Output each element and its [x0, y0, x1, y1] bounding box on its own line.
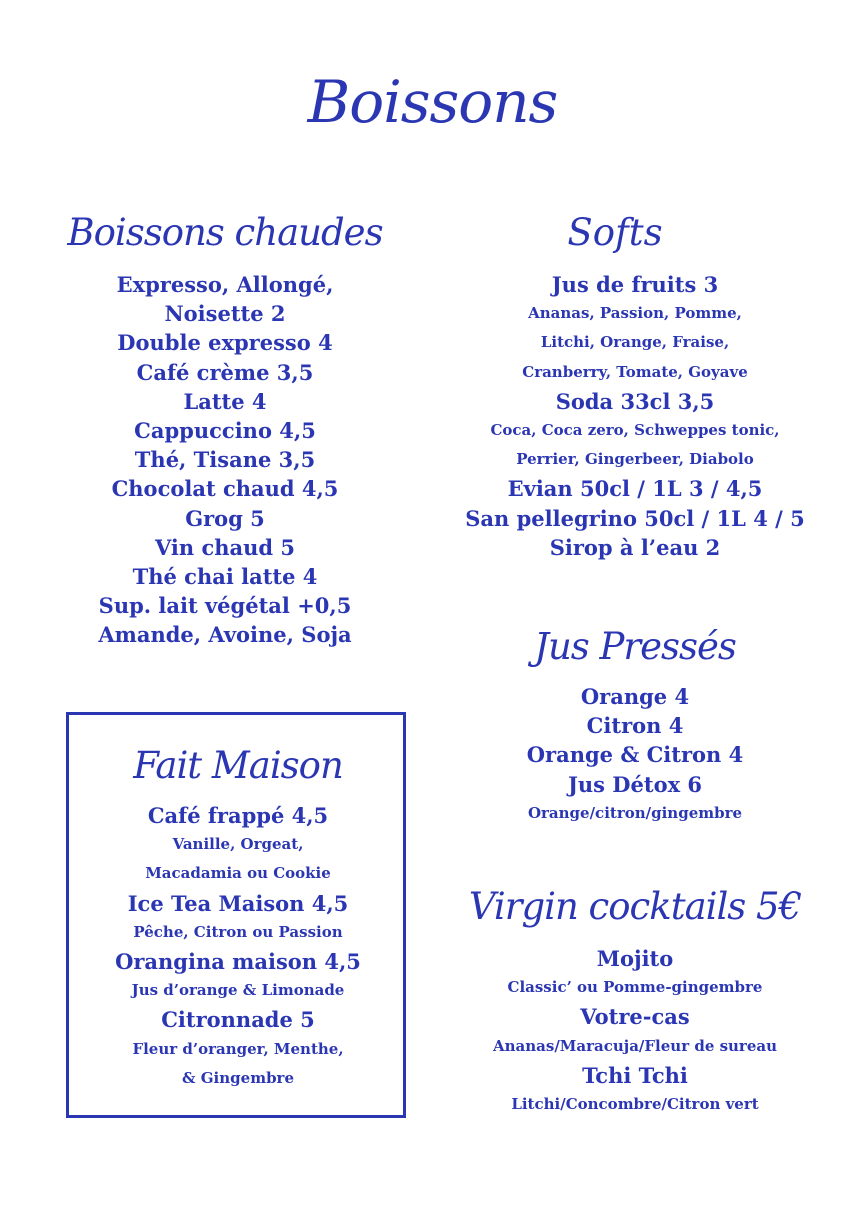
- menu-item-detail: Macadamia ou Cookie: [145, 864, 331, 883]
- fait-maison-list: [68, 801, 408, 1093]
- menu-item: Jus de fruits 3: [551, 272, 719, 297]
- menu-item: Mojito: [596, 946, 674, 971]
- menu-item: Citronnade 5: [161, 1007, 315, 1033]
- menu-item-detail: Jus d’orange & Limonade: [131, 981, 345, 1000]
- menu-item: Café frappé 4,5: [147, 803, 329, 828]
- menu-item: Vin chaud 5: [154, 534, 296, 560]
- menu-item-detail: Ananas/Maracuja/Fleur de sureau: [492, 1036, 778, 1055]
- menu-item-detail: Ananas, Passion, Pomme,: [528, 304, 742, 323]
- menu-item-detail: Coca, Coca zero, Schweppes tonic,: [490, 421, 780, 440]
- menu-item-detail: Pêche, Citron ou Passion: [133, 922, 343, 941]
- jus-presses-list: [430, 682, 840, 828]
- menu-item: Cappuccino 4,5: [134, 418, 316, 444]
- menu-item: Grog 5: [185, 505, 265, 531]
- menu-item: Evian 50cl / 1L 3 / 4,5: [507, 476, 763, 502]
- boissons-chaudes-list: [40, 270, 410, 650]
- section-title-fait-maison: Fait Maison: [133, 744, 343, 787]
- menu-item: Orange & Citron 4: [526, 742, 744, 768]
- menu-item: San pellegrino 50cl / 1L 4 / 5: [465, 505, 805, 531]
- menu-item: Amande, Avoine, Soja: [98, 622, 352, 648]
- menu-item: Expresso, Allongé,: [116, 272, 334, 297]
- section-title-softs: Softs: [567, 211, 663, 254]
- menu-item: Votre-cas: [580, 1004, 690, 1030]
- menu-item: Noisette 2: [164, 301, 286, 327]
- menu-item: Citron 4: [586, 713, 684, 739]
- menu-item: Jus Détox 6: [567, 771, 703, 797]
- menu-item: Soda 33cl 3,5: [555, 388, 715, 414]
- menu-item: Thé chai latte 4: [132, 564, 318, 590]
- menu-item-detail: Orange/citron/gingembre: [527, 803, 743, 822]
- page-title: Boissons: [307, 68, 558, 136]
- section-title-jus-presses: Jus Pressés: [534, 625, 736, 668]
- virgin-cocktails-list: [430, 944, 840, 1119]
- menu-item: Double expresso 4: [117, 330, 333, 356]
- menu-item: Ice Tea Maison 4,5: [127, 890, 349, 916]
- menu-item: Chocolat chaud 4,5: [111, 476, 339, 502]
- menu-item-detail: Classic’ ou Pomme-gingembre: [507, 978, 763, 997]
- section-title-virgin-cocktails: Virgin cocktails 5€: [468, 885, 802, 928]
- menu-item-detail: Perrier, Gingerbeer, Diabolo: [516, 450, 754, 469]
- menu-item: Orangina maison 4,5: [115, 949, 361, 975]
- menu-item-detail: Vanille, Orgeat,: [172, 835, 304, 854]
- menu-item-detail: & Gingembre: [181, 1068, 295, 1087]
- menu-item: Café crème 3,5: [136, 359, 314, 385]
- menu-item: Tchi Tchi: [582, 1062, 688, 1088]
- menu-item: Sirop à l’eau 2: [549, 534, 721, 560]
- menu-item-detail: Litchi, Orange, Fraise,: [540, 333, 730, 352]
- menu-item-detail: Litchi/Concombre/Citron vert: [511, 1095, 759, 1114]
- menu-item: Thé, Tisane 3,5: [134, 447, 316, 473]
- menu-item: Latte 4: [183, 388, 267, 414]
- menu-item-detail: Cranberry, Tomate, Goyave: [522, 362, 748, 381]
- menu-item: Orange 4: [580, 684, 690, 709]
- menu-item-detail: Fleur d’oranger, Menthe,: [132, 1039, 344, 1058]
- softs-list: [410, 270, 860, 562]
- section-title-boissons-chaudes: Boissons chaudes: [67, 211, 383, 254]
- menu-item: Sup. lait végétal +0,5: [98, 593, 352, 619]
